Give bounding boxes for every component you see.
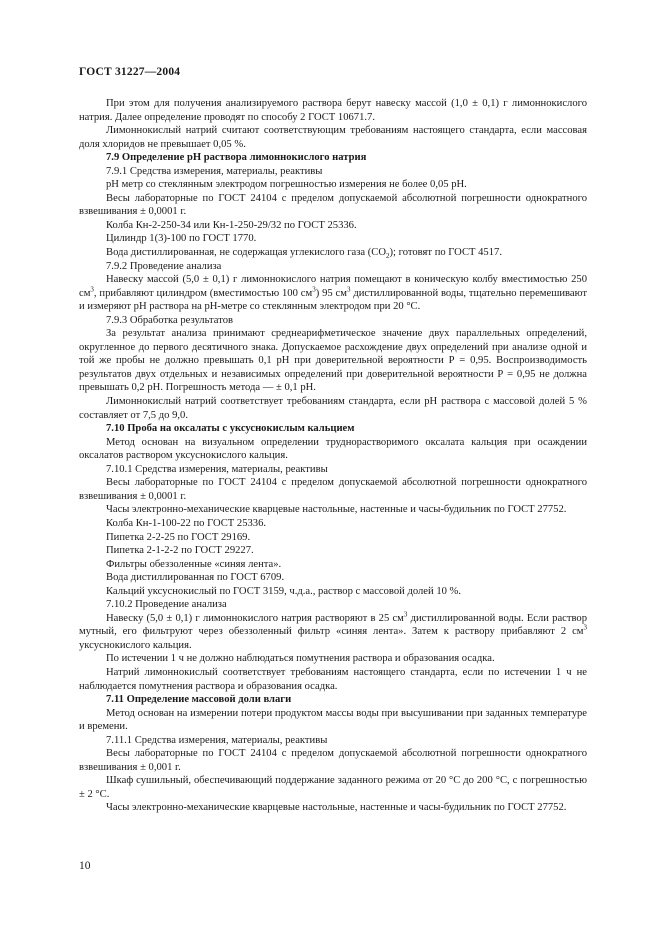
paragraph: Часы электронно-механические кварцевые настольные, настенные и часы-будильник по ГОСТ 27752. xyxy=(106,504,567,516)
paragraph: Навеску массой (5,0 ± 0,1) г лимоннокислого натрия помещают в коническую колбу вместимостью 250 $см^3$, прибавляют цилиндром (вместимостью 100 $см^3$) 95 $см^3$ дистиллированной воды, тщательно перемешивают и измеряют рН раствора на рН-метре со стеклянным электродом при 20 °С. xyxy=(79,274,588,313)
paragraph: По истечении 1 ч не должно наблюдаться помутнения раствора и образования осадка. xyxy=(106,653,495,665)
paragraph: Метод основан на визуальном определении труднорастворимого оксалата кальция при осаждении оксалатов раствором уксуснокислого кальция. xyxy=(79,436,587,462)
paragraph: Часы электронно-механические кварцевые настольные, настенные и часы-будильник по ГОСТ 27752. xyxy=(106,802,567,814)
paragraph: Пипетка 2-2-25 по ГОСТ 29169. xyxy=(106,531,251,543)
section-heading-7-10: 7.10 Проба на оксалаты с уксуснокислым кальцием xyxy=(106,423,355,435)
subsection-heading: 7.11.1 Средства измерения, материалы, реактивы xyxy=(106,734,328,746)
paragraph: Натрий лимоннокислый соответствует требованиям настоящего стандарта, если по истечении 1 ч не наблюдается помутнения раствора и образования осадка. xyxy=(79,666,587,692)
section-heading-7-9: 7.9 Определение рН раствора лимоннокислого натрия xyxy=(106,152,367,164)
paragraph: Весы лабораторные по ГОСТ 24104 с пределом допускаемой абсолютной погрешности однократного взвешивания ± 0,0001 г. xyxy=(79,192,587,218)
paragraph: Весы лабораторные по ГОСТ 24104 с пределом допускаемой абсолютной погрешности однократного взвешивания ± 0,001 г. xyxy=(79,748,587,773)
subsection-heading: 7.9.2 Проведение анализа xyxy=(106,260,222,272)
paragraph: Цилиндр 1(3)-100 по ГОСТ 1770. xyxy=(106,233,257,245)
paragraph: Вода дистиллированная, не содержащая углекислого газа $(СО_2)$; готовят по ГОСТ 4517. xyxy=(106,247,502,261)
paragraph: Колба Кн-1-100-22 по ГОСТ 25336. xyxy=(106,517,267,529)
paragraph: Шкаф сушильный, обеспечивающий поддержание заданного режима от 20 °С до 200 °С, с погрешностью ± 2 °С. xyxy=(79,775,587,800)
paragraph: При этом для получения анализируемого раствора берут навеску массой (1,0 ± 0,1) г лимоннокислого натрия. Далее определение проводят по способу 2 ГОСТ 10671.7. xyxy=(79,98,587,123)
paragraph: Навеску (5,0 ± 0,1) г лимоннокислого натрия растворяют в 25 $см^3$ дистиллированной воды. Если раствор мутный, его фильтруют через обеззоленный фильтр «синяя лента». Затем к раствору прибавляют 2 $см^3$ уксуснокислого кальция. xyxy=(79,610,588,651)
subsection-heading: 7.9.3 Обработка результатов xyxy=(106,314,233,326)
document-body xyxy=(79,97,587,815)
subsection-heading: 7.10.2 Проведение анализа xyxy=(106,599,227,611)
page-number: 10 xyxy=(79,860,91,872)
page-header: ГОСТ 31227—2004 xyxy=(79,66,181,78)
paragraph: Лимоннокислый натрий соответствует требованиям стандарта, если рН раствора с массовой долей 5 % составляет от 7,5 до 9,0. xyxy=(79,396,587,421)
paragraph: рН метр со стеклянным электродом погрешностью измерения не более 0,05 рН. xyxy=(106,179,467,191)
paragraph: Колба Кн-2-250-34 или Кн-1-250-29/32 по ГОСТ 25336. xyxy=(106,219,357,231)
section-heading-7-11: 7.11 Определение массовой доли влаги xyxy=(106,694,292,706)
paragraph: Вода дистиллированная по ГОСТ 6709. xyxy=(106,572,285,584)
paragraph: Весы лабораторные по ГОСТ 24104 с пределом допускаемой абсолютной погрешности однократного взвешивания ± 0,0001 г. xyxy=(79,477,587,502)
paragraph: Пипетка 2-1-2-2 по ГОСТ 29227. xyxy=(106,545,254,557)
paragraph: Лимоннокислый натрий считают соответствующим требованиям настоящего стандарта, если массовая доля хлоридов не превышает 0,05 %. xyxy=(79,125,587,150)
paragraph: За результат анализа принимают среднеарифметическое значение двух параллельных определений, округленное до первого десятичного знака. Допускаемое расхождение двух определений при анализе одной и той же пробы не должно превышать 0,1 рН при доверительной вероятности Р = 0,95. Воспроизводимость результатов двух отдельных и независимых определений при доверительной вероятности Р = 0,95 не должна превышать 0,2 рН. Погрешность метода — ± 0,1 рН. xyxy=(79,328,587,394)
paragraph: Фильтры обеззоленные «синяя лента». xyxy=(106,558,282,570)
subsection-heading: 7.9.1 Средства измерения, материалы, реактивы xyxy=(106,165,323,177)
paragraph: Метод основан на измерении потери продуктом массы воды при высушивании при заданных температуре и времени. xyxy=(79,707,587,733)
subsection-heading: 7.10.1 Средства измерения, материалы, реактивы xyxy=(106,463,328,475)
paragraph: Кальций уксуснокислый по ГОСТ 3159, ч.д.а., раствор с массовой долей 10 %. xyxy=(106,585,462,597)
